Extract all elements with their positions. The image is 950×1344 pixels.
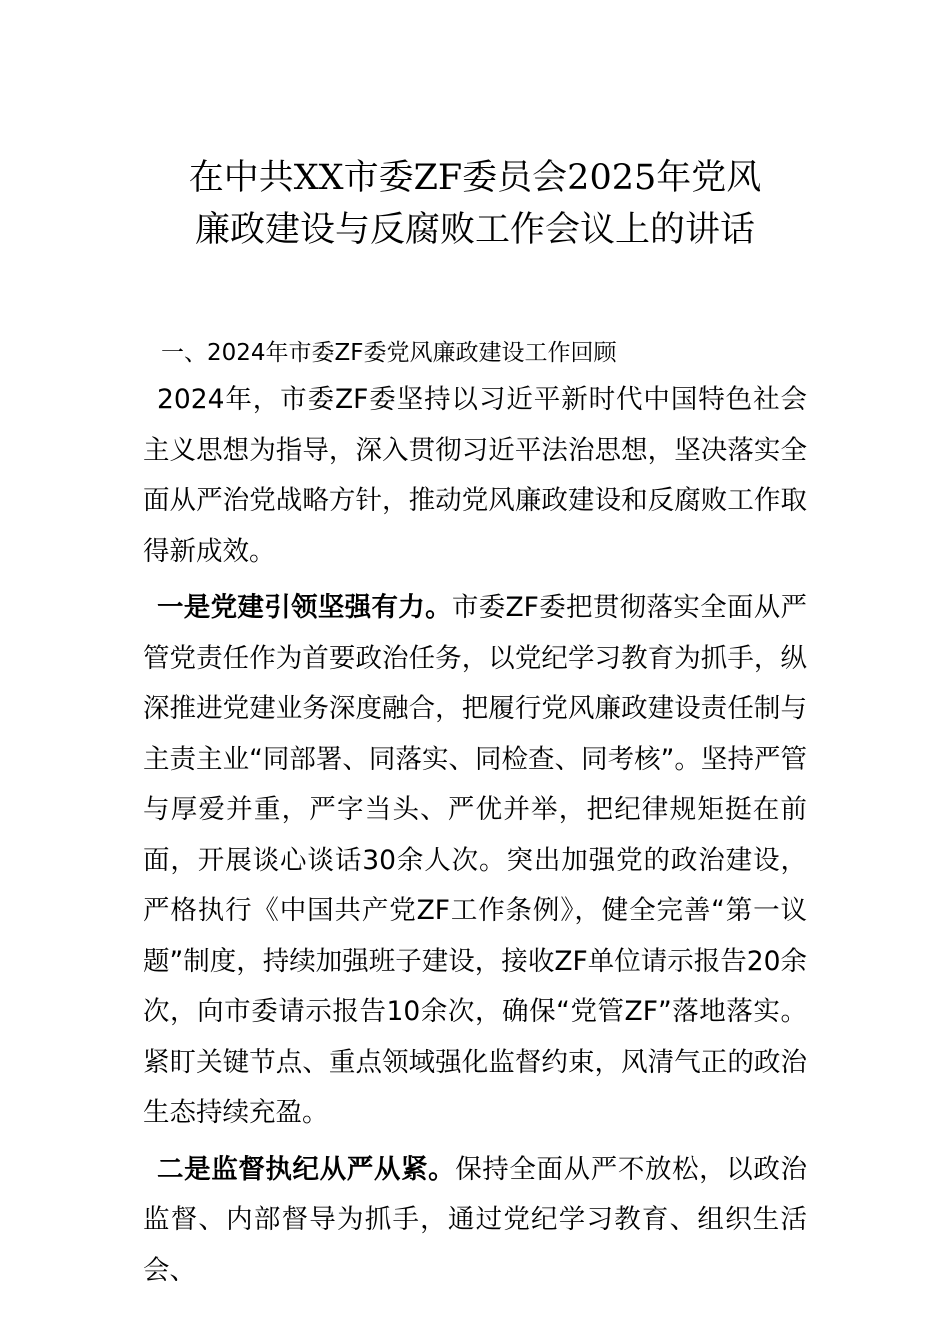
- section-heading: 一、2024年市委ZF委党风廉政建设工作回顾: [161, 340, 617, 366]
- point-2-paragraph: [143, 1145, 807, 1297]
- intro-paragraph: 2024年，市委ZF委坚持以习近平新时代中国特色社会主义思想为指导，深入贯彻习近平法治思想，坚决落实全面从严治党战略方针，推动党风廉政建设和反腐败工作取得新成效。: [143, 384, 807, 567]
- point-1-paragraph: [143, 583, 807, 1139]
- document-body: [143, 331, 807, 1302]
- point-1-text: 市委ZF委把贯彻落实全面从严管党责任作为首要政治任务，以党纪学习教育为抓手，纵深推进党建业务深度融合，把履行党风廉政建设责任制与主责主业“同部署、同落实、同检查、同考核”。坚持严管与厚爱并重，严字当头、严优并举，把纪律规矩挺在前面，开展谈心谈话30余人次。突出加强党的政治建设，严格执行《中国共产党ZF工作条例》，健全完善“第一议题”制度，持续加强班子建设，接收ZF单位请示报告20余次，向市委请示报告10余次，确保“党管ZF”落地落实。紧盯关键节点、重点领域强化监督约束，风清气正的政治生态持续充盈。: [143, 592, 808, 1128]
- point-1-lead: 一是党建引领坚强有力。: [157, 592, 452, 623]
- title-line-1: 在中共XX市委ZF委员会2025年党风: [188, 158, 762, 198]
- title-line-2: 廉政建设与反腐败工作会议上的讲话: [194, 210, 755, 250]
- point-2-text: 保持全面从严不放松，以政治监督、内部督导为抓手，通过党纪学习教育、组织生活会、: [143, 1153, 808, 1286]
- document-title: [140, 152, 810, 256]
- point-2-lead: 二是监督执纪从严从紧。: [157, 1153, 456, 1185]
